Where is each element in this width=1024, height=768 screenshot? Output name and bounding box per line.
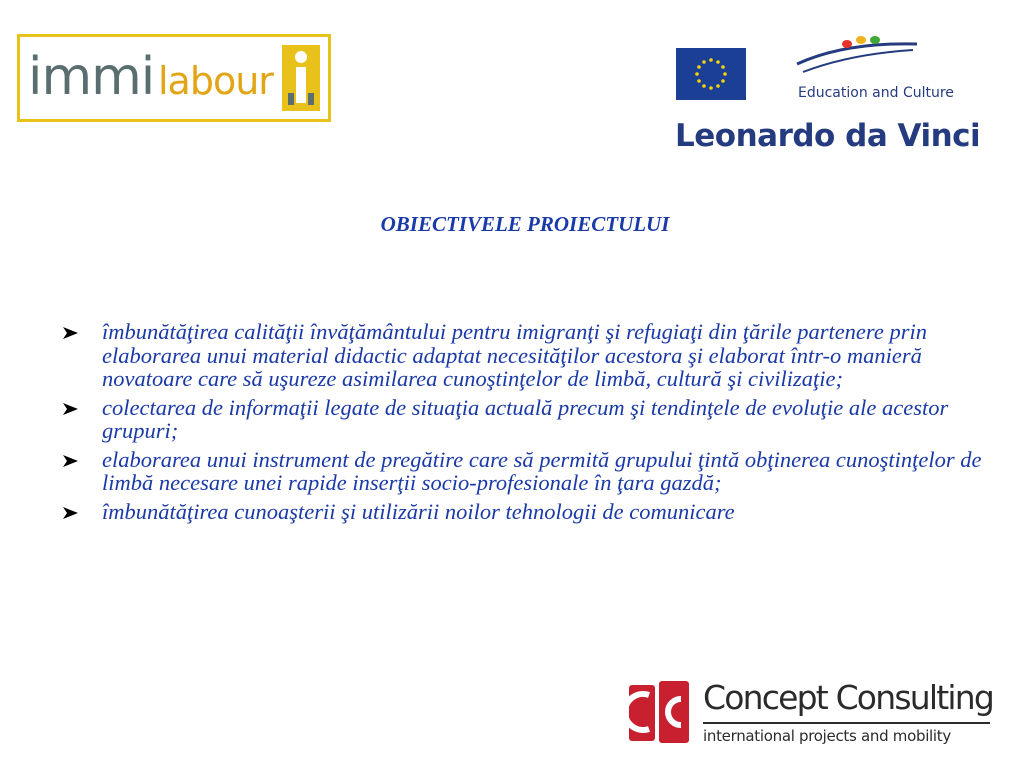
arrow-bullet-icon xyxy=(62,506,79,520)
arrow-bullet-icon xyxy=(62,402,79,416)
concept-consulting-divider xyxy=(703,722,990,724)
eu-flag-icon xyxy=(676,48,746,100)
objective-text: elaborarea unui instrument de pregătire care să permită grupului ţintă obţinerea cunoştinţelor de limbă necesare unei rapide inserţii socio-profesionale în ţara gazdă; xyxy=(102,446,982,495)
education-culture-swoosh-icon xyxy=(795,34,920,78)
page-title: OBIECTIVELE PROIECTULUI xyxy=(380,212,670,236)
list-item xyxy=(62,448,992,495)
list-item xyxy=(62,396,992,443)
objective-text: îmbunătăţirea calităţii învăţământului pentru imigranţi şi refugiaţi din ţările partenere prin elaborarea unui material didactic adaptat necesităţilor acestora şi elaborat într-o manieră novatoare care să uşureze asimilarea cunoştinţelor de limbă, cultură şi civilizaţie; xyxy=(102,319,927,391)
concept-consulting-tagline: international projects and mobility xyxy=(703,727,951,745)
immi-labour-logo xyxy=(17,34,331,122)
objectives-list xyxy=(62,320,992,528)
immi-i-icon xyxy=(282,45,320,111)
labour-logo-text: labour xyxy=(158,59,273,103)
education-culture-label: Education and Culture xyxy=(798,85,954,101)
objective-text: îmbunătăţirea cunoaşterii şi utilizării noilor tehnologii de comunicare xyxy=(102,498,735,524)
arrow-bullet-icon xyxy=(62,454,79,468)
list-item xyxy=(62,500,992,524)
objective-text: colectarea de informaţii legate de situaţia actuală precum şi tendinţele de evoluţie ale acestor grupuri; xyxy=(102,394,949,443)
arrow-bullet-icon xyxy=(62,326,79,340)
concept-consulting-c-icon xyxy=(629,681,691,743)
leonardo-da-vinci-label: Leonardo da Vinci xyxy=(675,118,981,154)
immi-logo-text: immi xyxy=(28,47,155,107)
concept-consulting-name: Concept Consulting xyxy=(703,678,993,717)
list-item xyxy=(62,320,992,391)
